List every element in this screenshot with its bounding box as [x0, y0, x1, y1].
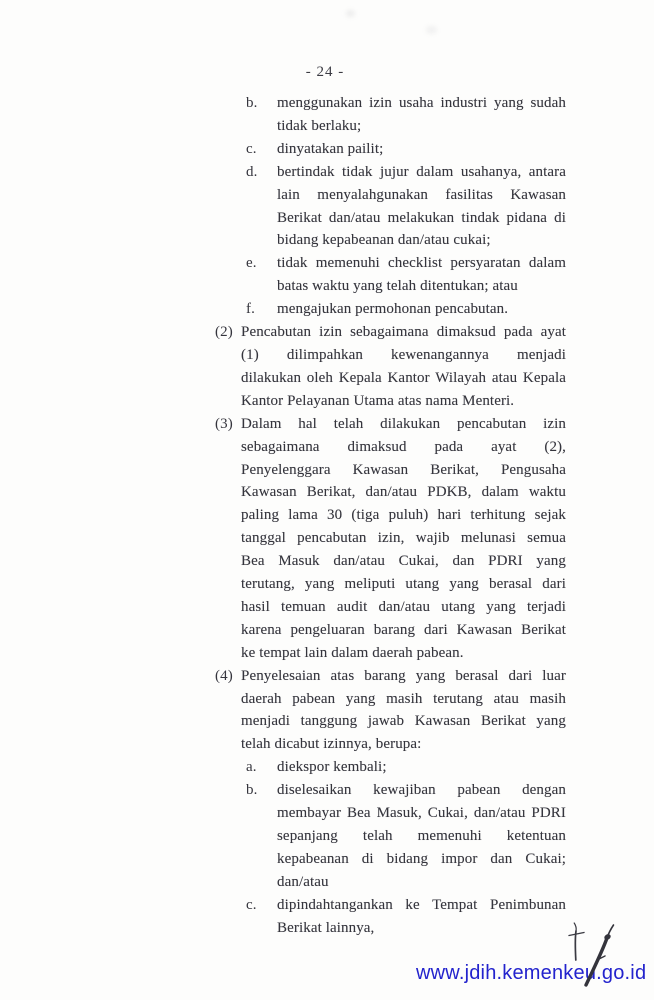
list-marker: c.	[246, 896, 257, 913]
text-line: kepabeanan di bidang impor dan Cukai;	[277, 850, 566, 867]
lettered-list-item	[246, 298, 566, 321]
text-line: Penyelesaian atas barang yang berasal dari luar	[241, 667, 566, 684]
paragraph-lines	[277, 894, 566, 940]
text-line: daerah pabean yang masih terutang atau masih	[241, 690, 566, 707]
text-line: hasil temuan audit dan/atau utang yang terjadi	[241, 598, 566, 615]
list-marker: c.	[246, 140, 257, 157]
jdih-kemenkeu-watermark-url: www.jdih.kemenkeu.go.id	[416, 962, 647, 984]
text-line: tanggal pencabutan izin, wajib melunasi semua	[241, 530, 566, 547]
text-line: Bea Masuk dan/atau Cukai, dan PDRI yang	[241, 553, 566, 570]
list-marker: (4)	[215, 667, 233, 684]
lettered-list-item	[246, 138, 566, 161]
text-line: menjadi tanggung jawab Kawasan Berikat yang	[241, 713, 566, 730]
page-number: - 24 -	[305, 64, 345, 80]
paragraph-lines	[277, 138, 566, 161]
text-line: diselesaikan kewajiban pabean dengan	[277, 782, 566, 799]
lettered-list-item	[246, 756, 566, 779]
text-line: dilakukan oleh Kepala Kantor Wilayah atau Kepala	[241, 369, 566, 386]
text-line: dipindahtangankan ke Tempat Penimbunan	[277, 896, 566, 913]
numbered-paragraph	[215, 413, 566, 665]
text-line: bidang kepabeanan dan/atau cukai;	[277, 232, 491, 249]
paragraph-lines	[277, 252, 566, 298]
handwritten-paraf-ink-mark	[560, 920, 626, 992]
lettered-list-item	[246, 252, 566, 298]
document-body	[0, 92, 654, 940]
text-line: paling lama 30 (tiga puluh) hari terhitung sejak	[241, 507, 566, 524]
paragraph-lines	[277, 779, 566, 894]
text-line: karena pengeluaran barang dari Kawasan Berikat	[241, 621, 566, 638]
lettered-list-item	[246, 894, 566, 940]
text-line: tidak berlaku;	[277, 117, 362, 134]
text-line: tidak memenuhi checklist persyaratan dalam	[277, 255, 566, 272]
scan-speck	[426, 26, 437, 34]
text-line: dinyatakan pailit;	[277, 140, 384, 157]
text-line: Berikat dan/atau melakukan tindak pidana di	[277, 209, 566, 226]
text-line: ke tempat lain dalam daerah pabean.	[241, 644, 464, 661]
text-line: (1) dilimpahkan kewenangannya menjadi	[241, 346, 566, 363]
text-line: Berikat lainnya,	[277, 919, 375, 936]
text-line: Pencabutan izin sebagaimana dimaksud pada ayat	[241, 324, 566, 341]
list-marker: a.	[246, 759, 257, 776]
text-line: lain menyalahgunakan fasilitas Kawasan	[277, 186, 566, 203]
text-line: mengajukan permohonan pencabutan.	[277, 301, 509, 318]
text-line: bertindak tidak jujur dalam usahanya, antara	[277, 163, 566, 180]
text-line: diekspor kembali;	[277, 759, 387, 776]
paragraph-lines	[241, 413, 566, 665]
list-marker: f.	[246, 301, 255, 318]
text-line: Penyelenggara Kawasan Berikat, Pengusaha	[241, 461, 566, 478]
text-line: sebagaimana dimaksud pada ayat (2),	[241, 438, 566, 455]
paragraph-lines	[241, 665, 566, 757]
text-line: Kantor Pelayanan Utama atas nama Menteri.	[241, 392, 515, 409]
text-line: batas waktu yang telah ditentukan; atau	[277, 278, 518, 295]
text-line: sepanjang telah memenuhi ketentuan	[277, 828, 566, 844]
list-marker: (3)	[215, 415, 233, 432]
lettered-list-item	[246, 779, 566, 894]
text-line: Dalam hal telah dilakukan pencabutan izin	[241, 415, 566, 432]
lettered-list-item	[246, 92, 566, 138]
scan-speck	[346, 10, 355, 17]
list-marker: b.	[246, 95, 258, 111]
numbered-paragraph	[215, 321, 566, 413]
paragraph-lines	[277, 161, 566, 253]
list-marker: d.	[246, 163, 258, 180]
text-line: menggunakan izin usaha industri yang sudah	[277, 95, 566, 111]
list-marker: b.	[246, 782, 258, 799]
paragraph-lines	[277, 756, 566, 779]
text-line: terutang, yang meliputi utang yang berasal dari	[241, 576, 566, 593]
list-marker: e.	[246, 255, 257, 272]
text-line: membayar Bea Masuk, Cukai, dan/atau PDRI	[277, 805, 566, 822]
text-line: dan/atau	[277, 873, 329, 890]
paragraph-lines	[277, 92, 566, 138]
numbered-paragraph	[215, 665, 566, 757]
paragraph-lines	[241, 321, 566, 413]
list-marker: (2)	[215, 324, 233, 341]
text-line: Kawasan Berikat, dan/atau PDKB, dalam waktu	[241, 484, 566, 501]
paragraph-lines	[277, 298, 566, 321]
lettered-list-item	[246, 161, 566, 253]
text-line: telah dicabut izinnya, berupa:	[241, 736, 422, 753]
